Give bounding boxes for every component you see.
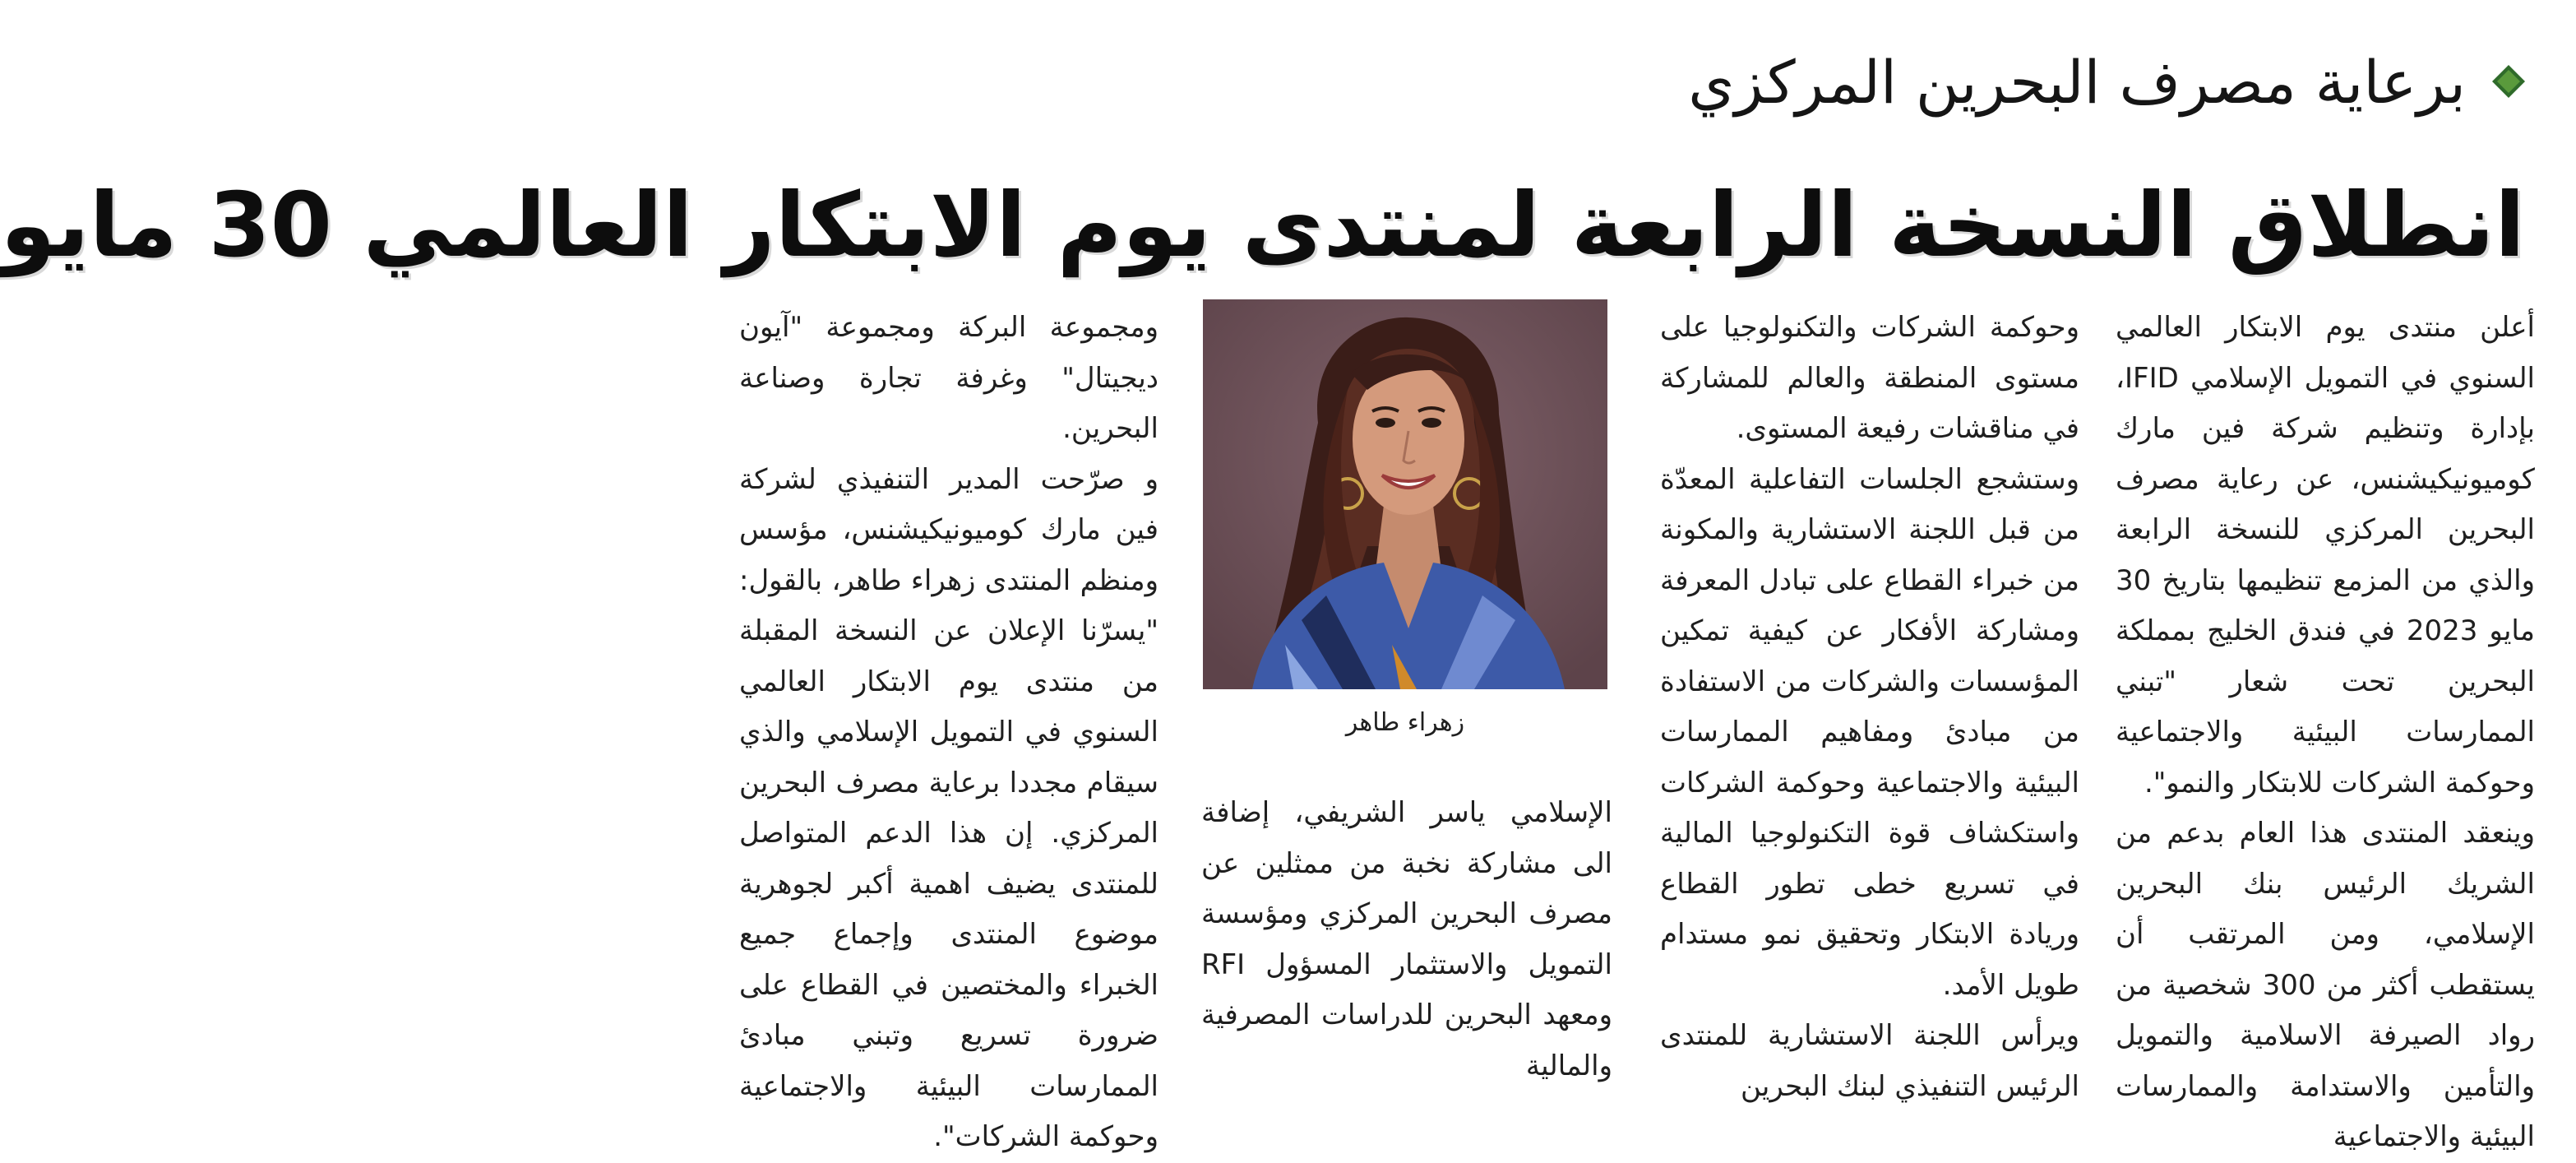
article-column-2 (1660, 303, 2079, 1103)
paragraph: الإسلامي ياسر الشريفي، إضافة الى مشاركة نخبة من ممثلين عن مصرف البحرين المركزي ومؤسسة التمويل والاستثمار المسؤول RFI ومعهد البحرين للدراسات المصرفية والمالية (1201, 796, 1612, 1082)
leaf-bullet-icon (2490, 63, 2527, 100)
paragraph: أعلن منتدى يوم الابتكار العالمي السنوي في التمويل الإسلامي IFID، بإدارة وتنظيم شركة فين مارك كوميونيكيشنس، عن رعاية مصرف البحرين المركزي للنسخة الرابعة والذي من المزمع تنظيمها بتاريخ 30 مايو 2023 في فندق الخليج بمملكة البحرين تحت شعار "تبني الممارسات البيئية والاجتماعية وحوكمة الشركات للابتكار والنمو". (2116, 311, 2535, 799)
paragraph: وينعقد المنتدى هذا العام بدعم من الشريك الرئيس بنك البحرين الإسلامي، ومن المرتقب أن يستقطب أكثر من 300 شخصية من رواد الصيرفة الاسلامية والتمويل والتأمين والاستدامة والممارسات البيئية والاجتماعية (2116, 817, 2535, 1153)
article-column-3 (1201, 788, 1612, 1082)
article-column-1 (2116, 303, 2535, 1153)
paragraph: ويرأس اللجنة الاستشارية للمنتدى الرئيس التنفيذي لبنك البحرين (1660, 1019, 2079, 1103)
photo-caption: زهراء طاهر (1345, 708, 1465, 737)
kicker-text: برعاية مصرف البحرين المركزي (1688, 48, 2466, 117)
article-headline: انطلاق النسخة الرابعة لمنتدى يوم الابتكار العالمي 30 مايو (0, 174, 2525, 277)
paragraph: ومجموعة البركة ومجموعة "آيون ديجيتال" وغرفة تجارة وصناعة البحرين. (739, 311, 1159, 445)
portrait-photo (1203, 299, 1607, 689)
paragraph: و صرّحت المدير التنفيذي لشركة فين مارك كوميونيكيشنس، مؤسس ومنظم المنتدى زهراء طاهر، بالقول: "يسرّنا الإعلان عن النسخة المقبلة من منتدى يوم الابتكار العالمي السنوي في التمويل الإسلامي والذي سيقام مجددا برعاية مصرف البحرين المركزي. إن هذا الدعم المتواصل للمنتدى يضيف اهمية أكبر لجوهرية موضوع المنتدى وإجماع جميع الخبراء والمختصين في القطاع على ضرورة تسريع وتبني مبادئ الممارسات البيئية والاجتماعية وحوكمة الشركات". (739, 462, 1159, 1153)
portrait-illustration (1203, 299, 1607, 689)
article-kicker (1622, 41, 2527, 123)
paragraph: وستشجع الجلسات التفاعلية المعدّة من قبل اللجنة الاستشارية والمكونة من خبراء القطاع على تبادل المعرفة ومشاركة الأفكار عن كيفية تمكين المؤسسات والشركات من الاستفادة من مبادئ ومفاهيم الممارسات البيئية والاجتماعية وحوكمة الشركات واستكشاف قوة التكنولوجيا المالية في تسريع خطى تطور القطاع وريادة الابتكار وتحقيق نمو مستدام طويل الأمد. (1660, 462, 2079, 1002)
article-column-4 (739, 303, 1159, 1153)
paragraph: وحوكمة الشركات والتكنولوجيا على مستوى المنطقة والعالم للمشاركة في مناقشات رفيعة المستوى. (1660, 311, 2079, 445)
